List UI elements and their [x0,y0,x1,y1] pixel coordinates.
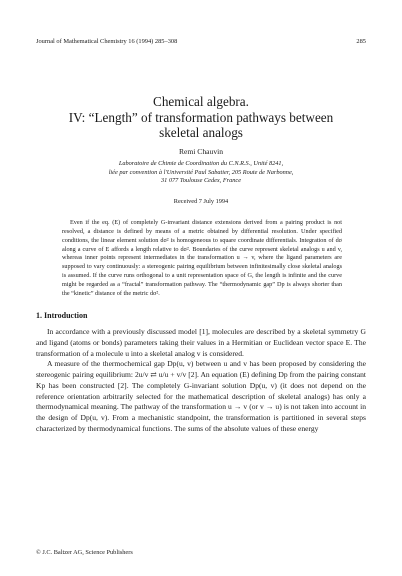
title-line-1: Chemical algebra. [153,94,249,109]
author-name: Remi Chauvin [178,147,224,156]
title-line-3: skeletal analogs [159,125,243,140]
article-title [36,94,366,141]
journal-citation: Journal of Mathematical Chemistry 16 (1994) 285–308 [36,38,178,45]
copyright-footer: © J.C. Baltzer AG, Science Publishers [36,549,133,556]
abstract: Even if the eq. (E) of completely G-invariant distance extensions derived from a pairing product is not resolved, a distance is defined by means of a metric obtained by differential resolution. Under specified conditions, the linear element solution dσ² is homogeneous to square coordinate differentials. Integration of dσ along a curve of E affords a length relative to dσ². Boundaries of the curve represent skeletal analogs u and v, whereas inner points represent intermediates in the transformation u → v, where the ligand parameters are supposed to vary continuously: a stereogenic pairing equilibrium between infinitesimally close skeletal analogs is assumed. If the curve runs orthogonal to a unit representation space of G, the length is infinite and the curve might be regarded as a “fractal” transformation pathway. The “thermodynamic gap” Dp is always shorter than the “kinetic” distance of the metric dσ². [62,219,342,297]
author-affiliation [36,160,366,186]
paragraph-1: In accordance with a previously discussed model [1], molecules are described by a skeletal symmetry G and ligand (atoms or bonds) parameters taking their values in a Hermitian or Euclidean vector space E. The transformation of a molecule u into a skeletal analog v is considered. [36,327,366,358]
title-line-2: IV: “Length” of transformation pathways between [68,109,334,125]
affiliation-line-2: liée par convention à l'Université Paul Sabatier, 205 Route de Narbonne, [108,168,294,176]
section-heading: 1. Introduction [36,311,88,320]
paragraph-2: A measure of the thermochemical gap Dp(u, v) between u and v has been proposed by considering the stereogenic pairing equilibrium: 2u/v ⇄ u/u + v/v [2]. An equation (E) defining Dp from the pairing constant Kp has been constructed [2]. The completely G-invariant solution Dp(u, v) (it does not depend on the reference orientation arbitrarily selected for the mathematical description of skeletal analogs) has only a thermodynamical meaning. The pathway of the transformation u → v (or v → u) is not taken into account in the design of Dp(u, v). From a mechanistic standpoint, the transformation is partitioned in several steps characterized by thermodynamical functions. The sums of the absolute values of these energy [36,359,366,433]
received-date: Received 7 July 1994 [173,198,229,205]
section-body [36,327,366,435]
page-number: 285 [356,38,366,45]
affiliation-line-3: 31 077 Toulouse Cedex, France [160,177,242,185]
affiliation-line-1: Laboratoire de Chimie de Coordination du C.N.R.S., Unité 8241, [118,160,284,167]
